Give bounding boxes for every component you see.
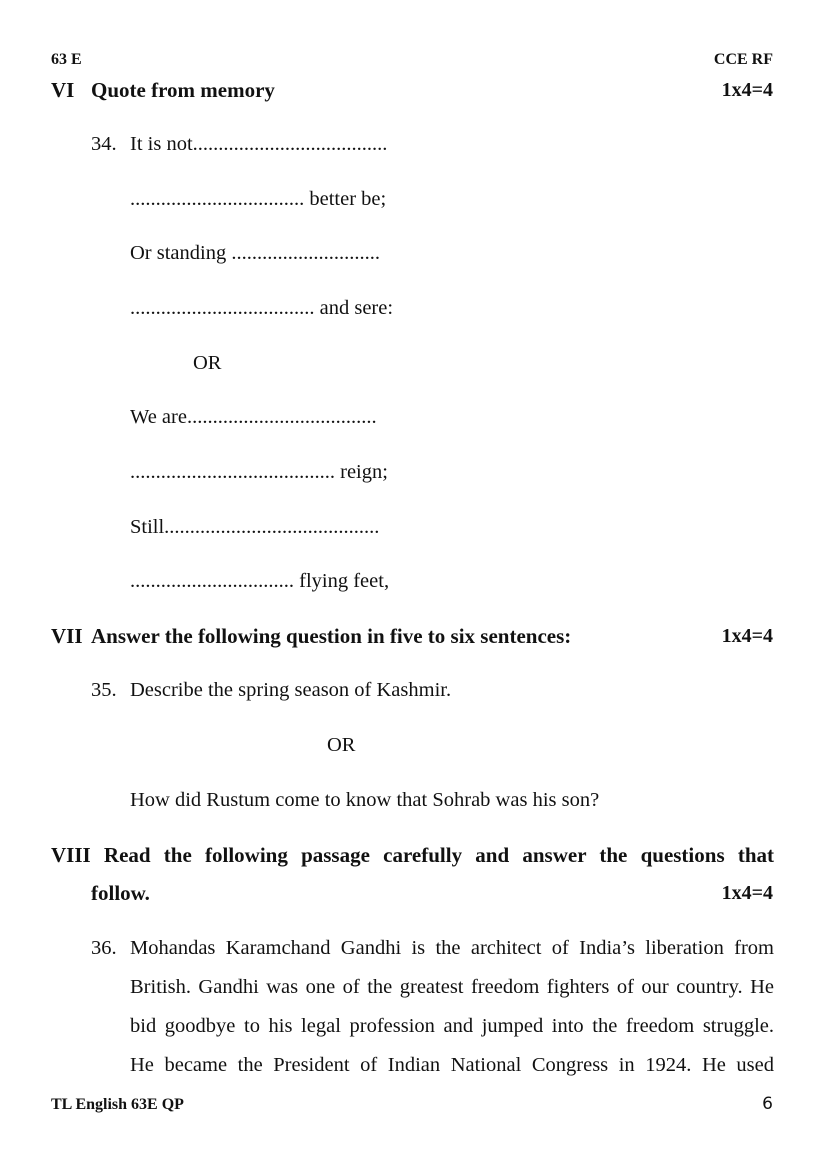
q34-line-2: .................................. better be; (130, 188, 387, 210)
section-viii-title-line-2: follow. (91, 881, 150, 905)
section-viii-heading (51, 843, 774, 868)
q34-alt-line-4: ................................ flying feet, (130, 570, 390, 592)
q35-or: OR (327, 734, 356, 756)
section-vii-title: Answer the following question in five to six sentences: (91, 624, 572, 648)
q34-alt-line-2: ........................................ reign; (130, 461, 388, 483)
q34-line-3: Or standing ............................. (130, 242, 380, 264)
page-number: 6 (762, 1094, 773, 1114)
q34-alt-line-1: We are..................................... (130, 406, 377, 428)
question-36-number: 36. (91, 937, 117, 959)
section-viii-number: VIII (51, 843, 91, 867)
q35-text: Describe the spring season of Kashmir. (130, 679, 452, 701)
section-vi-marks: 1x4=4 (721, 79, 773, 101)
paper-type: CCE RF (713, 51, 773, 68)
paper-code: 63 E (51, 51, 82, 68)
q34-line-4: .................................... and sere: (130, 297, 394, 319)
passage-line: bid goodbye to his legal profession and jumped into the freedom struggle. (130, 1015, 774, 1037)
q34-or: OR (193, 352, 222, 374)
section-vi-number: VI (51, 78, 75, 102)
section-viii-title-line-1: Read the following passage carefully and answer the questions that (103, 843, 775, 867)
question-35-number: 35. (91, 679, 117, 701)
section-vii-number: VII (51, 624, 83, 648)
q34-line-1: It is not...................................... (130, 133, 388, 155)
q36-passage (130, 929, 774, 1085)
q35-alt-text: How did Rustum come to know that Sohrab was his son? (130, 789, 600, 811)
section-vi-title: Quote from memory (91, 78, 275, 102)
section-vii-marks: 1x4=4 (721, 625, 773, 647)
question-34-number: 34. (91, 133, 117, 155)
passage-line: Mohandas Karamchand Gandhi is the architect of India’s liberation from (130, 937, 774, 959)
passage-line: British. Gandhi was one of the greatest freedom fighters of our country. He (130, 976, 774, 998)
section-viii-marks: 1x4=4 (721, 882, 773, 904)
footer-title: TL English 63E QP (51, 1096, 184, 1113)
passage-line: He became the President of Indian National Congress in 1924. He used (130, 1054, 774, 1076)
q34-alt-line-3: Still.......................................... (130, 516, 380, 538)
